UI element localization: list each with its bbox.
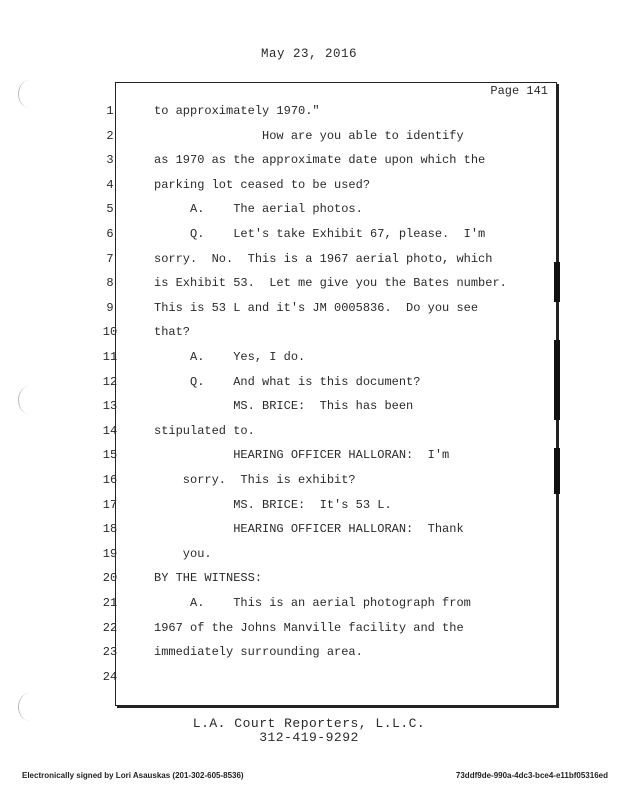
transcript-line (106, 248, 556, 272)
line-text: This is 53 L and it's JM 0005836. Do you see (154, 300, 479, 315)
line-number: 12 (102, 374, 118, 389)
transcript-line (102, 666, 556, 690)
transcript-line (102, 494, 556, 518)
document-id: 73ddf9de-990a-4dc3-bce4-e11bf05316ed (455, 771, 608, 780)
line-number: 8 (106, 276, 114, 291)
transcript-line (106, 198, 556, 222)
line-text: you. (154, 546, 212, 561)
line-number: 2 (106, 128, 114, 143)
line-text: A. This is an aerial photograph from (154, 596, 471, 610)
line-number: 19 (102, 546, 118, 561)
transcript-line (102, 321, 556, 345)
court-reporter-company: L.A. Court Reporters, L.L.C. (192, 716, 426, 731)
binder-hole-top (18, 80, 41, 108)
transcript-line (106, 297, 556, 321)
transcript-line (102, 444, 556, 468)
line-number: 1 (106, 104, 114, 118)
binder-hole-middle (18, 386, 41, 414)
line-number: 18 (102, 522, 118, 537)
line-text: is Exhibit 53. Let me give you the Bates number. (154, 276, 507, 291)
line-text: HEARING OFFICER HALLORAN: I'm (154, 448, 450, 463)
line-text: How are you able to identify (154, 128, 464, 143)
transcript-line (102, 641, 556, 665)
line-text: sorry. This is exhibit? (154, 473, 356, 487)
line-number: 22 (102, 620, 118, 635)
line-text: stipulated to. (154, 423, 255, 438)
line-text: A. The aerial photos. (154, 202, 363, 217)
line-number: 15 (102, 448, 118, 463)
transcript-line (106, 125, 556, 149)
page-number: Page 141 (490, 84, 548, 98)
line-number: 21 (102, 596, 118, 610)
line-text: as 1970 as the approximate date upon which the (154, 153, 486, 168)
transcript-line (102, 469, 556, 493)
line-text: 1967 of the Johns Manville facility and the (154, 620, 464, 635)
line-text: MS. BRICE: This has been (154, 399, 414, 414)
transcript-line (106, 174, 556, 198)
electronic-signature: Electronically signed by Lori Asauskas (201-302-605-8536) (22, 771, 244, 780)
court-reporter-phone: 312-419-9292 (259, 730, 359, 745)
line-text: parking lot ceased to be used? (154, 177, 371, 192)
line-number: 13 (102, 399, 118, 414)
scan-margin-bar (554, 340, 560, 420)
line-number: 6 (106, 227, 114, 241)
line-text: to approximately 1970." (154, 104, 320, 118)
line-number: 4 (106, 177, 114, 192)
deposition-date: May 23, 2016 (260, 47, 357, 61)
line-text: sorry. No. This is a 1967 aerial photo, which (154, 251, 493, 266)
line-number: 23 (102, 645, 118, 660)
transcript-line (102, 420, 556, 444)
transcript-line (102, 617, 556, 641)
transcript-line (102, 371, 556, 395)
line-text: Q. And what is this document? (154, 374, 421, 389)
line-text: HEARING OFFICER HALLORAN: Thank (154, 522, 464, 537)
transcript-line (102, 346, 556, 370)
transcript-line (102, 592, 556, 616)
line-number: 5 (106, 202, 114, 217)
transcript-line (102, 395, 556, 419)
transcript-line (106, 149, 556, 173)
line-text: A. Yes, I do. (154, 350, 306, 364)
line-text: BY THE WITNESS: (154, 571, 263, 586)
line-number: 3 (106, 153, 114, 168)
line-number: 7 (106, 251, 114, 266)
transcript-line (106, 272, 556, 296)
line-text: that? (154, 325, 191, 340)
line-text: immediately surrounding area. (154, 645, 363, 660)
line-number: 20 (102, 571, 118, 586)
line-number: 17 (102, 497, 118, 512)
line-number: 14 (102, 423, 118, 438)
line-text: MS. BRICE: It's 53 L. (154, 497, 392, 512)
line-number: 9 (106, 300, 114, 315)
scan-margin-bar (554, 262, 560, 302)
transcript-line (106, 100, 556, 124)
transcript-line (102, 543, 556, 567)
line-number: 10 (102, 325, 118, 340)
scan-margin-bar (554, 448, 560, 494)
line-number: 16 (102, 473, 118, 487)
line-number: 11 (102, 350, 118, 364)
line-text: Q. Let's take Exhibit 67, please. I'm (154, 227, 486, 241)
line-number: 24 (102, 669, 118, 684)
transcript-line (102, 567, 556, 591)
transcript-line (106, 223, 556, 247)
transcript-line (102, 518, 556, 542)
transcript-page-box (102, 82, 557, 706)
